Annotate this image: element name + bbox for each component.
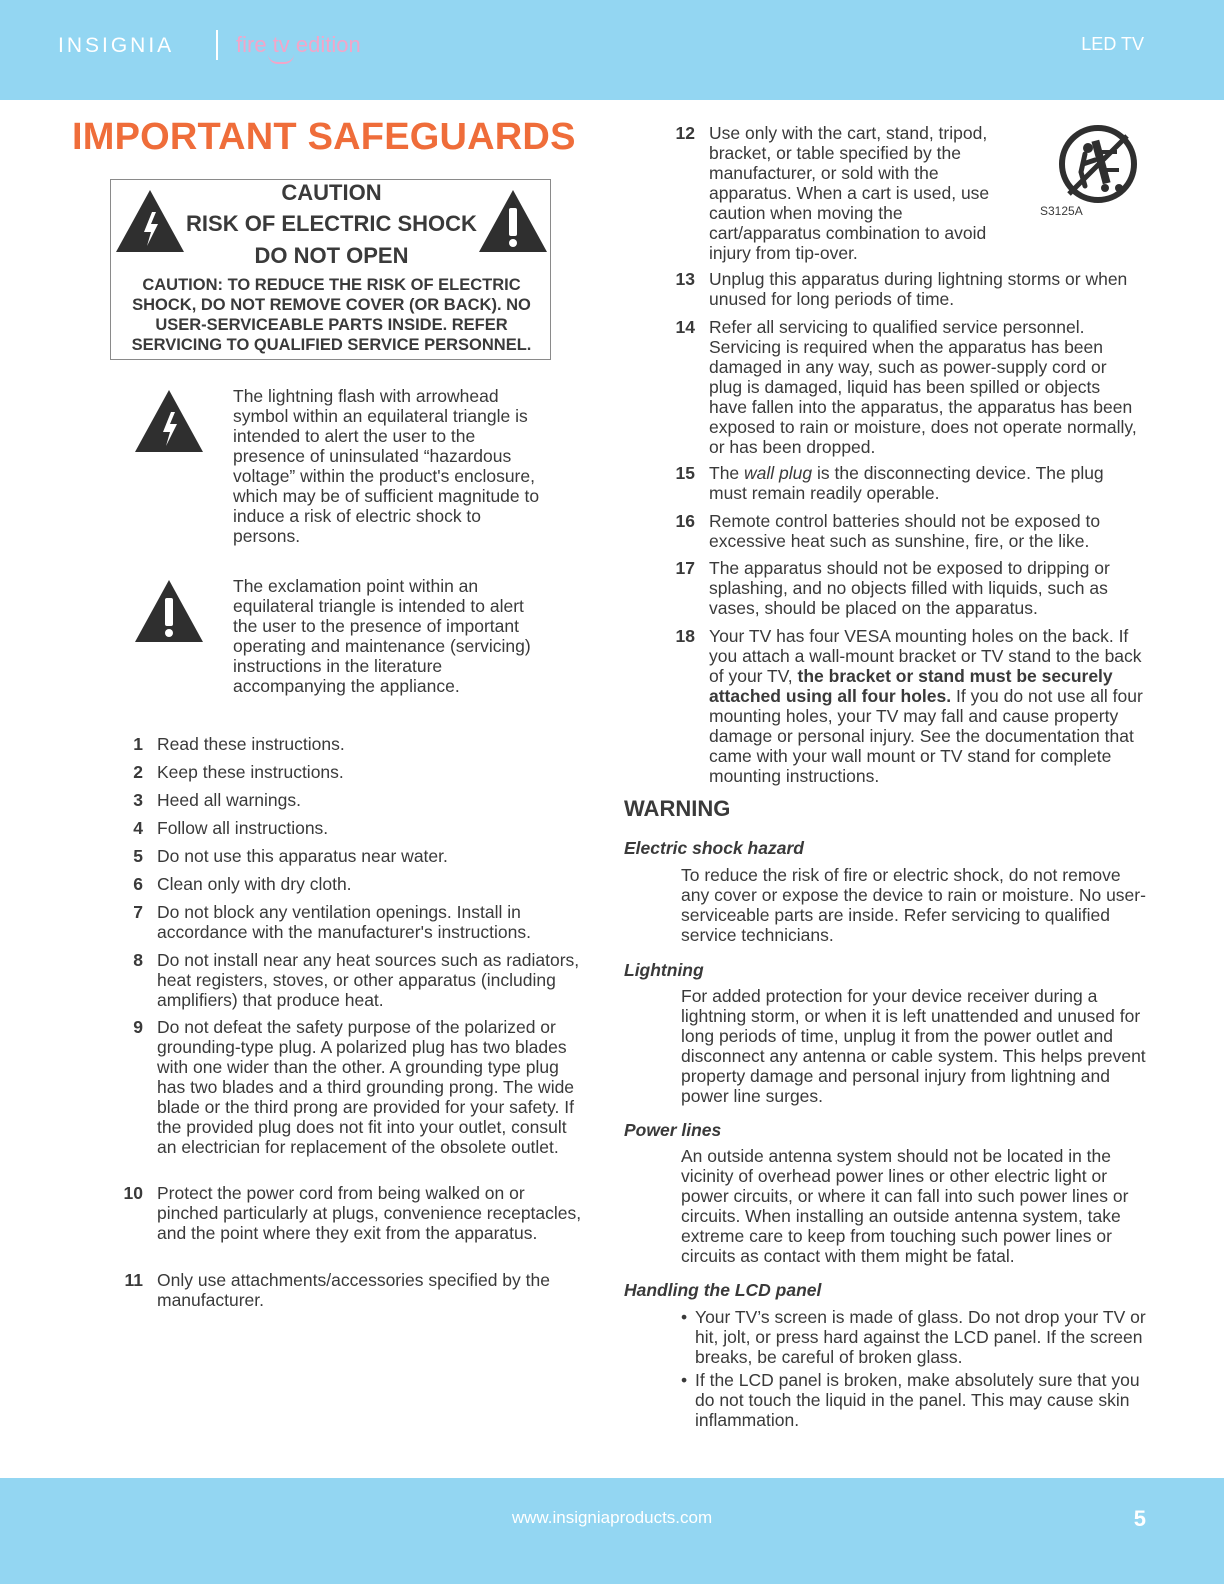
section-heading: Power lines [624,1120,722,1140]
caution-heading: CAUTION [281,180,382,205]
section-heading: Handling the LCD panel [624,1280,822,1300]
caution-body: CAUTION: TO REDUCE THE RISK OF ELECTRIC SHOCK, DO NOT REMOVE COVER (OR BACK). NO USER-SERVICEABLE PARTS INSIDE. REFER SERVICING TO QUALIFIED SERVICE PERSONNEL. [131,276,532,354]
caution-shock-risk: RISK OF ELECTRIC SHOCK [186,211,477,236]
cart-symbol-code: S3125A [1040,204,1083,218]
brand-logo: INSIGNIA [58,34,175,57]
page-footer [0,1478,1224,1584]
caution-box [110,179,551,360]
product-label: LED TV [1081,34,1144,54]
exclamation-symbol-icon [132,578,206,644]
section-heading: Lightning [624,960,704,980]
lightning-symbol-icon [132,388,206,454]
website-link[interactable]: www.insigniaproducts.com [511,1508,713,1527]
header-divider [216,30,218,60]
section-text: An outside antenna system should not be located in the vicinity of overhead power lines or other electric light or power circuits, or where it can fall into such power lines or circuits. When installing an outside antenna system, take extreme care to keep from touching such power lines or circuits as contact with them might be fatal. [681,1146,1129,1266]
page-header [0,0,1224,100]
edition-label: fire tv edition [236,32,361,57]
bullet-icon: • [681,1307,688,1327]
page-title: IMPORTANT SAFEGUARDS [72,116,576,158]
section-text: To reduce the risk of fire or electric shock, do not remove any cover or expose the device to rain or moisture. No user-serviceable parts are inside. Refer servicing to qualified service technicians. [681,865,1146,945]
caution-do-not-open: DO NOT OPEN [254,243,409,268]
cart-tip-over-icon [1055,124,1141,204]
fire-tv-edition-logo [236,32,361,58]
bullet-icon: • [681,1370,688,1390]
section-text: For added protection for your device receiver during a lightning storm, or when it is left unattended and unused for long periods of time, unplug it from the power outlet and disconnect any antenna or cable system. This helps prevent property damage and personal injury from lightning and power line surges. [681,986,1146,1106]
lightning-symbol-text: The lightning flash with arrowhead symbol within an equilateral triangle is intended to alert the user to the presence of uninsulated “hazardous voltage” within the product's enclosure, which may be of sufficient magnitude to induce a risk of electric shock to persons. [233,386,540,546]
page-number: 5 [1133,1506,1146,1531]
section-heading: Electric shock hazard [624,838,804,858]
warning-heading: WARNING [624,796,731,821]
exclamation-symbol-text: The exclamation point within an equilateral triangle is intended to alert the user to the presence of important operating and maintenance (servicing) instructions in the literature accompanying the appliance. [233,576,531,696]
smile-logo-mark [268,54,294,64]
